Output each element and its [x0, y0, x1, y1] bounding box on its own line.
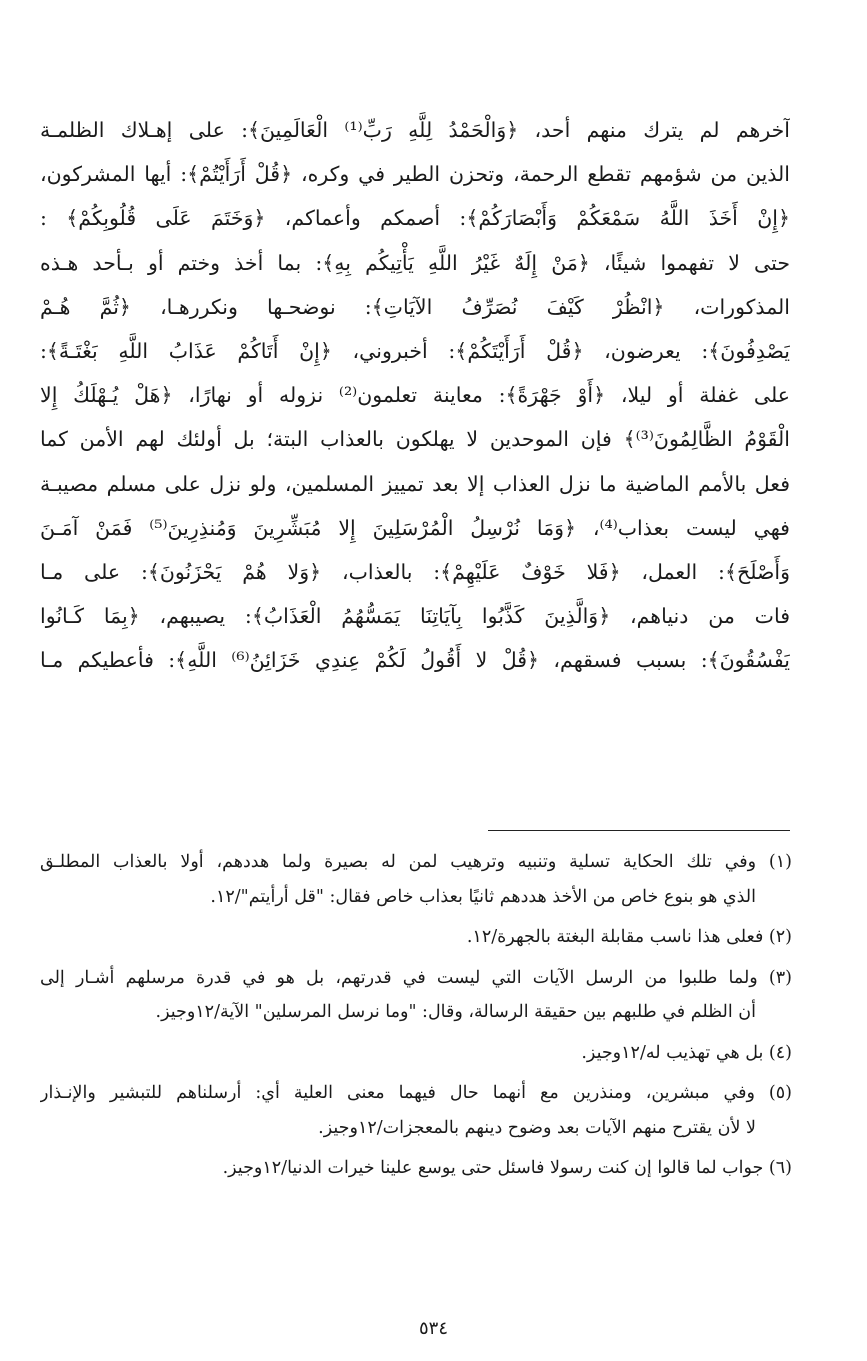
footnote-line: (٥) وفي مبشرين، ومنذرين مع أنهما حال فيهما معنى العلية أي: أرسلناهم للتبشير والإنـذار — [40, 1083, 792, 1103]
footnotes — [40, 845, 792, 1186]
page-number: ٥٣٤ — [418, 1318, 448, 1339]
text-line: آخرهم لم يترك منهم أحد، ﴿وَالْحَمْدُ لِلَّهِ رَبِّ⁽¹⁾ الْعَالَمِينَ﴾: على إهـلاك الظلمـة — [40, 118, 790, 142]
text-line: الذين من شؤمهم تقطع الرحمة، وتحزن الطير في وكره، ﴿قُلْ أَرَأَيْتُمْ﴾: أيها المشركون، — [40, 162, 790, 187]
footnote-line: (٣) ولما طلبوا من الرسل الآيات التي ليست في قدرتهم، بل هو في قدرة مرسلهم أشـار إلى — [40, 967, 792, 988]
footnote-line: لا لأن يقترح منهم الآيات بعد وضوح دينهم بالمعجزات/١٢وجيز. — [318, 1117, 756, 1138]
text-line: فهي ليست بعذاب⁽⁴⁾، ﴿وَمَا نُرْسِلُ الْمُرْسَلِينَ إِلا مُبَشِّرِينَ وَمُنذِرِينَ⁽⁵⁾ فَمَنْ آمَـنَ — [40, 515, 790, 540]
footnote-line: أن الظلم في طلبهم بين حقيقة الرسالة، وقال: "وما نرسل المرسلين" الآية/١٢وجيز. — [155, 1002, 756, 1022]
footnote-6 — [40, 1151, 792, 1186]
footnote-1 — [40, 845, 792, 914]
footnote-line: (٢) فعلى هذا ناسب مقابلة البغتة بالجهرة/١٢. — [466, 927, 792, 947]
footnote-line: (١) وفي تلك الحكاية تسلية وتنبيه وترهيب لمن له بصيرة ولما هددهم، أولا بالعذاب المطلـق — [40, 852, 792, 872]
text-line: ﴿إِنْ أَخَذَ اللَّهُ سَمْعَكُمْ وَأَبْصَارَكُمْ﴾: أصمكم وأعماكم، ﴿وَخَتَمَ عَلَى قُلُوبِكُمْ﴾ : — [40, 206, 790, 231]
footnote-4 — [40, 1036, 792, 1071]
text-line: حتى لا تفهموا شيئًا، ﴿مَنْ إِلَهٌ غَيْرُ اللَّهِ يَأْتِيكُم بِهِ﴾: بما أخذ وختم أو بـأحد هـذه — [40, 250, 790, 275]
footnote-2 — [40, 920, 792, 955]
footnote-5 — [40, 1076, 792, 1145]
footnote-line: الذي هو بنوع خاص من الأخذ هددهم ثانيًا بعذاب خاص فقال: "قل أرأيتم"/١٢. — [210, 886, 756, 907]
footnote-3 — [40, 961, 792, 1030]
text-line: على غفلة أو ليلا، ﴿أَوْ جَهْرَةً﴾: معاينة تعلمون⁽²⁾ نزوله أو نهارًا، ﴿هَلْ يُـهْلَكُ إِلا — [40, 383, 790, 408]
text-line: وَأَصْلَحَ﴾: العمل، ﴿فَلا خَوْفٌ عَلَيْهِمْ﴾: بالعذاب، ﴿وَلا هُمْ يَحْزَنُونَ﴾: على مـا — [40, 559, 790, 584]
footnote-line: (٤) بل هي تهذيب له/١٢وجيز. — [581, 1042, 792, 1063]
text-line: فات من دنياهم، ﴿وَالَّذِينَ كَذَّبُوا بِآيَاتِنَا يَمَسُّهُمُ الْعَذَابُ﴾: يصيبهم، ﴿بِمَا كَـانُوا — [40, 604, 790, 629]
text-line: المذكورات، ﴿انْظُرْ كَيْفَ نُصَرِّفُ الآيَاتِ﴾: نوضحـها ونكررهـا، ﴿ثُمَّ هُـمْ — [40, 294, 790, 319]
text-line: الْقَوْمُ الظَّالِمُونَ⁽³⁾﴾ فإن الموحدين لا يهلكون بالعذاب البتة؛ بل أولئك لهم الأمن كما — [40, 427, 790, 452]
text-line: فعل بالأمم الماضية ما نزل العذاب إلا بعد تمييز المسلمين، ولو نزل على مسلم مصيبـة — [40, 471, 790, 496]
text-line: يَصْدِفُونَ﴾: يعرضون، ﴿قُلْ أَرَأَيْتَكُمْ﴾: أخبروني، ﴿إِنْ أَتَاكُمْ عَذَابُ اللَّهِ بَغْتَـةً﴾: — [40, 338, 790, 363]
footnote-line: (٦) جواب لما قالوا إن كنت رسولا فاسئل حتى يوسع علينا خيرات الدنيا/١٢وجيز. — [222, 1158, 792, 1178]
text-line: يَفْسُقُونَ﴾: بسبب فسقهم، ﴿قُلْ لا أَقُولُ لَكُمْ عِندِي خَزَائِنُ⁽⁶⁾ اللَّهِ﴾: فأعطيكم مـا — [40, 648, 790, 673]
footnote-separator — [488, 830, 790, 831]
main-tafsir-text — [40, 108, 790, 682]
